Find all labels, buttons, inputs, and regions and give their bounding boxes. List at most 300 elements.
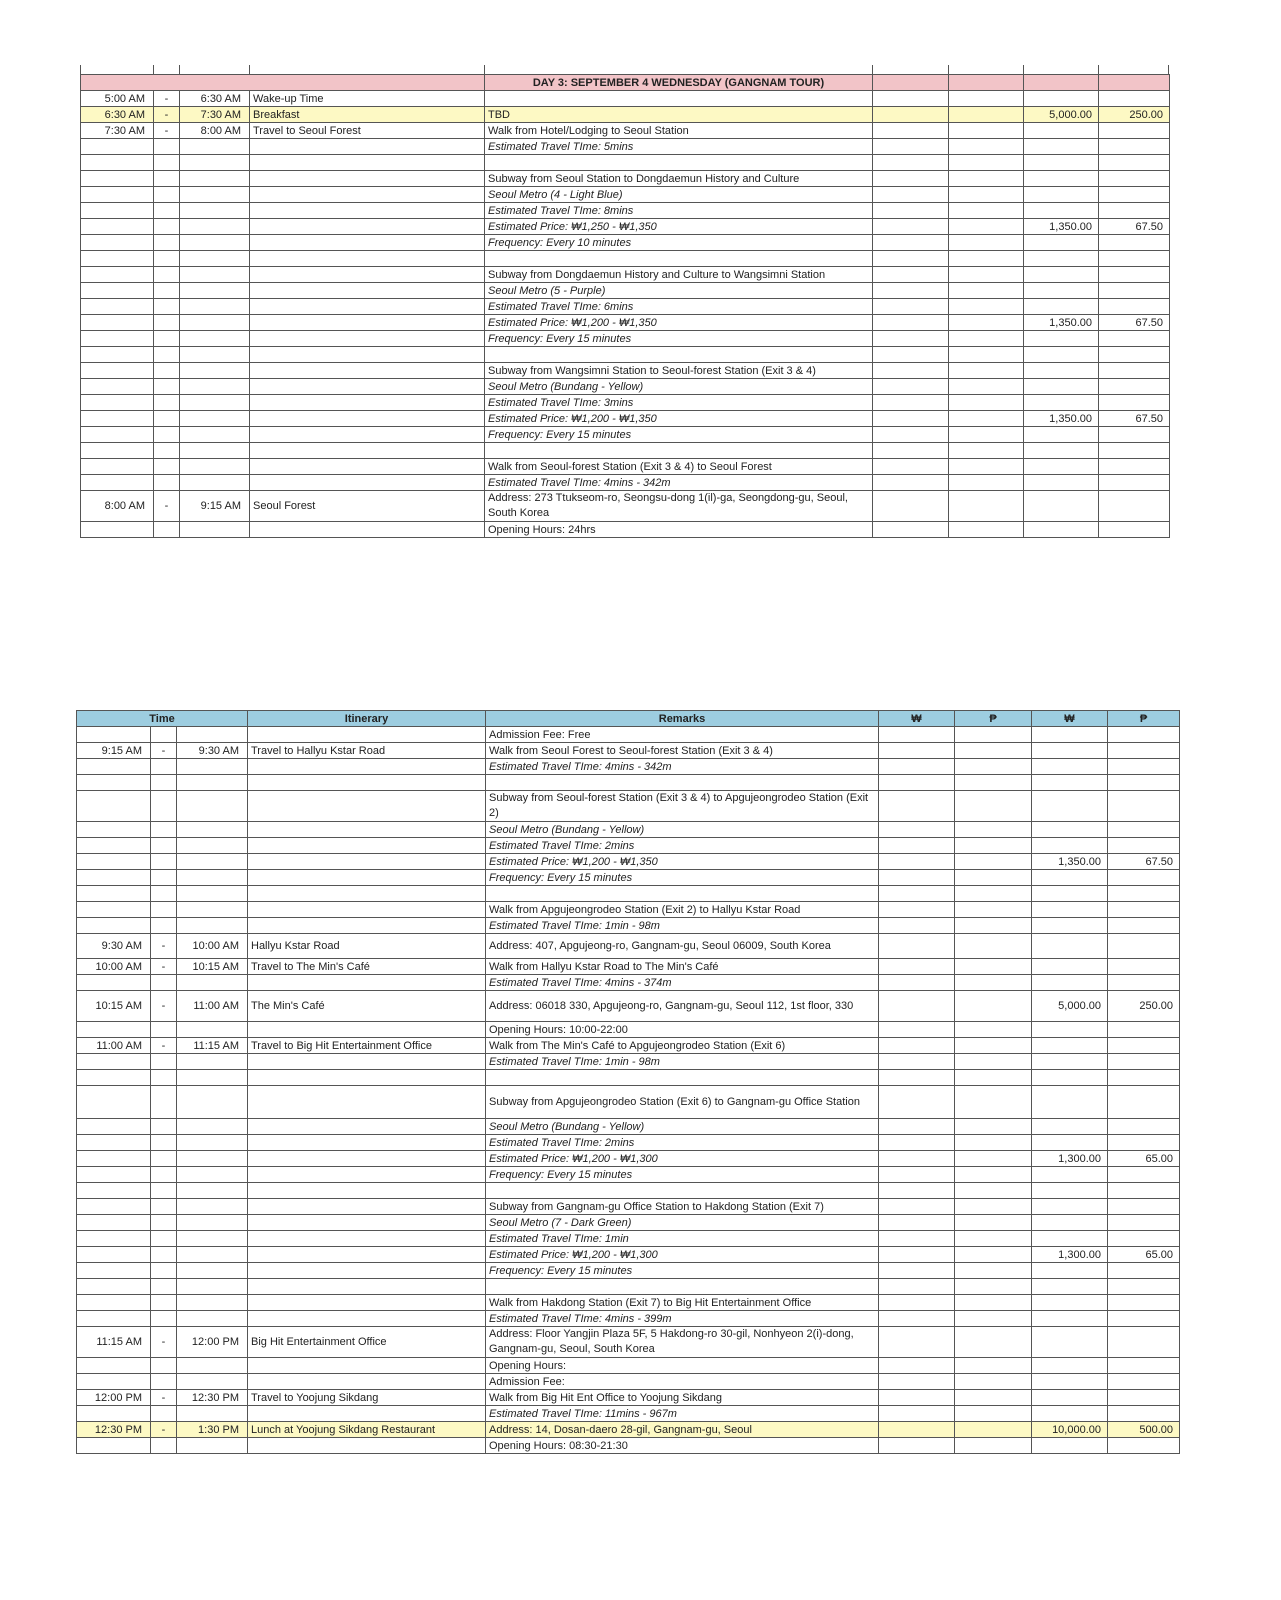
table-row [81, 475, 1170, 491]
table-row [77, 743, 1180, 759]
won-cost-cell [873, 491, 949, 522]
won-cost-cell [879, 838, 955, 854]
peso-total-cell [1108, 1406, 1180, 1422]
remarks-cell: Estimated Price: ₩1,200 - ₩1,350 [485, 411, 873, 427]
start-time-cell [81, 331, 154, 347]
won-total-cell [1032, 1183, 1108, 1199]
table-row [77, 934, 1180, 959]
table-row [81, 187, 1170, 203]
start-time-cell: 10:15 AM [77, 991, 151, 1022]
time-separator-cell [151, 1135, 177, 1151]
won-cost-cell [879, 1295, 955, 1311]
start-time-cell [81, 443, 154, 459]
peso-cost-cell [955, 854, 1032, 870]
peso-total-cell [1108, 1358, 1180, 1374]
itinerary-cell [250, 203, 485, 219]
time-separator-cell [154, 283, 180, 299]
won-cost-cell [873, 139, 949, 155]
remarks-cell: Opening Hours: 08:30-21:30 [486, 1438, 879, 1454]
time-separator-cell [151, 1311, 177, 1327]
table-row [77, 870, 1180, 886]
grid-stub [948, 65, 949, 74]
start-time-cell: 5:00 AM [81, 91, 154, 107]
time-separator-cell: - [151, 1327, 177, 1358]
won-cost-cell [879, 918, 955, 934]
time-separator-cell [154, 299, 180, 315]
table-row [81, 219, 1170, 235]
itinerary-cell [248, 822, 486, 838]
remarks-cell: Walk from Apgujeongrodeo Station (Exit 2) to Hallyu Kstar Road [486, 902, 879, 918]
won-cost-cell [879, 975, 955, 991]
itinerary-cell [248, 902, 486, 918]
peso-cost-cell [955, 791, 1032, 822]
continued-itinerary-table [76, 710, 1180, 1454]
time-separator-cell: - [154, 123, 180, 139]
end-time-cell [177, 918, 248, 934]
itinerary-cell [248, 1167, 486, 1183]
time-separator-cell [151, 870, 177, 886]
table-row [81, 283, 1170, 299]
start-time-cell [81, 395, 154, 411]
won-cost-cell [879, 854, 955, 870]
peso-total-cell [1108, 1327, 1180, 1358]
peso-cost-cell [955, 759, 1032, 775]
itinerary-cell [248, 1119, 486, 1135]
peso-total-cell [1099, 379, 1170, 395]
peso-total-cell [1099, 235, 1170, 251]
start-time-cell [77, 1406, 151, 1422]
end-time-cell [177, 975, 248, 991]
start-time-cell [81, 411, 154, 427]
remarks-cell: Address: 14, Dosan-daero 28-gil, Gangnam-gu, Seoul [486, 1422, 879, 1438]
start-time-cell [77, 1311, 151, 1327]
end-time-cell: 6:30 AM [180, 91, 250, 107]
peso-total-cell: 500.00 [1108, 1422, 1180, 1438]
end-time-cell [177, 1215, 248, 1231]
won-total-cell [1024, 299, 1099, 315]
peso-total-cell [1108, 1263, 1180, 1279]
won-total-cell [1032, 1119, 1108, 1135]
table-row [81, 267, 1170, 283]
peso-total-cell [1099, 139, 1170, 155]
won-total-cell [1032, 791, 1108, 822]
end-time-cell [177, 791, 248, 822]
peso-cost-cell [955, 1295, 1032, 1311]
peso-total-cell [1108, 1390, 1180, 1406]
time-separator-cell [151, 1247, 177, 1263]
won-cost-cell [879, 743, 955, 759]
won-cost-cell [873, 267, 949, 283]
start-time-cell: 12:00 PM [77, 1390, 151, 1406]
remarks-cell: Estimated Travel TIme: 1min - 98m [486, 918, 879, 934]
itinerary-cell [250, 267, 485, 283]
table-row [77, 975, 1180, 991]
won-cost-cell [879, 1199, 955, 1215]
peso-total-cell [1108, 791, 1180, 822]
itinerary-cell [250, 187, 485, 203]
itinerary-cell [250, 379, 485, 395]
end-time-cell [177, 902, 248, 918]
itinerary-cell [248, 975, 486, 991]
table-row [77, 1374, 1180, 1390]
remarks-cell [485, 155, 873, 171]
won-cost-cell [873, 283, 949, 299]
table-row [77, 822, 1180, 838]
won-total-cell: 1,350.00 [1024, 219, 1099, 235]
won-cost-cell [879, 1422, 955, 1438]
peso-cost-cell [955, 1390, 1032, 1406]
start-time-cell [81, 475, 154, 491]
peso-total-cell [1099, 91, 1170, 107]
won-total-cell [1024, 459, 1099, 475]
peso-cost-cell [955, 870, 1032, 886]
time-separator-cell [151, 902, 177, 918]
start-time-cell [81, 299, 154, 315]
itinerary-cell [248, 1247, 486, 1263]
start-time-cell [77, 791, 151, 822]
itinerary-cell [248, 1406, 486, 1422]
remarks-cell: Frequency: Every 10 minutes [485, 235, 873, 251]
time-separator-cell [151, 1086, 177, 1119]
start-time-cell [77, 1295, 151, 1311]
peso-cost-cell [955, 1438, 1032, 1454]
itinerary-cell: Travel to Big Hit Entertainment Office [248, 1038, 486, 1054]
peso-cost-cell [955, 1263, 1032, 1279]
won-cost-cell [873, 379, 949, 395]
peso-total-cell [1099, 475, 1170, 491]
end-time-cell [180, 395, 250, 411]
time-separator-cell [151, 1022, 177, 1038]
remarks-cell: Estimated Price: ₩1,200 - ₩1,350 [486, 854, 879, 870]
peso-cost-cell [955, 959, 1032, 975]
table-row [81, 522, 1170, 538]
time-separator-cell [154, 187, 180, 203]
end-time-cell: 10:15 AM [177, 959, 248, 975]
peso-cost-cell [955, 991, 1032, 1022]
won-total-cell [1024, 522, 1099, 538]
peso-cost-cell [949, 107, 1024, 123]
table-row [81, 427, 1170, 443]
time-separator-cell [154, 459, 180, 475]
remarks-cell: Estimated Travel TIme: 4mins - 342m [486, 759, 879, 775]
time-separator-cell [154, 139, 180, 155]
won-total-cell [1024, 139, 1099, 155]
won-total-cell [1032, 1390, 1108, 1406]
start-time-cell [81, 459, 154, 475]
itinerary-cell [248, 838, 486, 854]
peso-cost-cell [955, 934, 1032, 959]
won-total-cell [1024, 155, 1099, 171]
time-separator-cell [151, 791, 177, 822]
end-time-cell [177, 1247, 248, 1263]
table-row [77, 991, 1180, 1022]
end-time-cell [177, 1183, 248, 1199]
table-row [77, 1199, 1180, 1215]
start-time-cell [81, 379, 154, 395]
table-row [77, 1070, 1180, 1086]
end-time-cell [177, 759, 248, 775]
end-time-cell [177, 1070, 248, 1086]
peso-total-cell: 65.00 [1108, 1151, 1180, 1167]
start-time-cell [77, 1374, 151, 1390]
end-time-cell [180, 363, 250, 379]
itinerary-cell: Wake-up Time [250, 91, 485, 107]
start-time-cell [77, 1247, 151, 1263]
time-separator-cell [151, 1119, 177, 1135]
won-total-cell [1024, 363, 1099, 379]
table-row [77, 775, 1180, 791]
time-separator-cell [151, 1151, 177, 1167]
peso-total-cell [1108, 870, 1180, 886]
table-row [77, 854, 1180, 870]
won-total-cell [1032, 1438, 1108, 1454]
start-time-cell: 8:00 AM [81, 491, 154, 522]
peso-cost-cell [955, 1070, 1032, 1086]
won-cost-cell [879, 1119, 955, 1135]
peso-total-cell: 250.00 [1099, 107, 1170, 123]
peso-total-cell [1108, 759, 1180, 775]
time-separator-cell [154, 315, 180, 331]
end-time-cell: 1:30 PM [177, 1422, 248, 1438]
start-time-cell [77, 759, 151, 775]
won-total-cell [1032, 822, 1108, 838]
won-total-cell [1024, 427, 1099, 443]
header-peso-total: ₱ [1108, 711, 1180, 727]
won-total-cell [1032, 1167, 1108, 1183]
won-cost-cell [879, 902, 955, 918]
won-cost-cell [879, 1151, 955, 1167]
table-row [77, 1327, 1180, 1358]
won-total-cell [1032, 886, 1108, 902]
remarks-cell: Walk from The Min's Café to Apgujeongrodeo Station (Exit 6) [486, 1038, 879, 1054]
time-separator-cell [154, 155, 180, 171]
itinerary-cell [248, 1215, 486, 1231]
peso-cost-cell [955, 1279, 1032, 1295]
peso-cost-cell [949, 522, 1024, 538]
remarks-cell: Frequency: Every 15 minutes [486, 1263, 879, 1279]
won-total-cell [1032, 959, 1108, 975]
table-row [81, 171, 1170, 187]
peso-cost-cell [949, 411, 1024, 427]
start-time-cell [77, 1086, 151, 1119]
peso-total-cell [1099, 443, 1170, 459]
table-row [81, 331, 1170, 347]
start-time-cell [77, 822, 151, 838]
peso-total-cell [1108, 959, 1180, 975]
won-total-cell [1032, 1406, 1108, 1422]
won-cost-cell [873, 203, 949, 219]
peso-total-cell [1099, 155, 1170, 171]
peso-cost-cell [949, 251, 1024, 267]
remarks-cell: Estimated Travel TIme: 5mins [485, 139, 873, 155]
remarks-cell [486, 1070, 879, 1086]
end-time-cell [180, 283, 250, 299]
end-time-cell [177, 1231, 248, 1247]
itinerary-cell [248, 727, 486, 743]
remarks-cell [485, 91, 873, 107]
end-time-cell [177, 886, 248, 902]
won-total-cell: 1,350.00 [1024, 315, 1099, 331]
table-row [77, 1231, 1180, 1247]
end-time-cell [180, 219, 250, 235]
won-total-cell [1032, 838, 1108, 854]
peso-cost-cell [955, 1247, 1032, 1263]
end-time-cell [177, 1358, 248, 1374]
time-separator-cell [154, 203, 180, 219]
start-time-cell [77, 1022, 151, 1038]
peso-total-cell [1108, 1086, 1180, 1119]
won-cost-cell [879, 759, 955, 775]
peso-cost-cell [949, 267, 1024, 283]
time-separator-cell [151, 838, 177, 854]
peso-cost-cell [949, 123, 1024, 139]
time-separator-cell [154, 379, 180, 395]
time-separator-cell: - [154, 91, 180, 107]
table-row [81, 491, 1170, 522]
start-time-cell [77, 1151, 151, 1167]
end-time-cell [177, 1199, 248, 1215]
time-separator-cell [154, 395, 180, 411]
won-total-cell [1032, 1263, 1108, 1279]
time-separator-cell: - [151, 959, 177, 975]
won-total-cell [1032, 1374, 1108, 1390]
won-total-cell [1032, 975, 1108, 991]
won-total-cell [1024, 395, 1099, 411]
won-total-cell [1032, 934, 1108, 959]
won-cost-cell [879, 1263, 955, 1279]
peso-total-cell [1108, 1438, 1180, 1454]
peso-cost-cell [949, 283, 1024, 299]
won-cost-cell [873, 522, 949, 538]
won-total-cell [1032, 759, 1108, 775]
won-cost-cell [873, 427, 949, 443]
remarks-cell: Subway from Seoul-forest Station (Exit 3 & 4) to Apgujeongrodeo Station (Exit 2) [486, 791, 879, 822]
won-cost-cell [873, 299, 949, 315]
won-cost-cell [873, 251, 949, 267]
start-time-cell [77, 1135, 151, 1151]
remarks-cell: Estimated Price: ₩1,200 - ₩1,300 [486, 1151, 879, 1167]
peso-total-cell [1108, 975, 1180, 991]
start-time-cell [77, 727, 151, 743]
end-time-cell [177, 870, 248, 886]
header-itinerary: Itinerary [248, 711, 486, 727]
remarks-cell: Seoul Metro (4 - Light Blue) [485, 187, 873, 203]
end-time-cell: 9:15 AM [180, 491, 250, 522]
remarks-cell: Estimated Travel TIme: 6mins [485, 299, 873, 315]
won-total-cell: 5,000.00 [1032, 991, 1108, 1022]
remarks-cell: Address: 273 Ttukseom-ro, Seongsu-dong 1(il)-ga, Seongdong-gu, Seoul, South Korea [485, 491, 873, 522]
peso-cost-cell [955, 902, 1032, 918]
peso-cost-cell [949, 427, 1024, 443]
won-cost-cell [879, 886, 955, 902]
start-time-cell: 9:15 AM [77, 743, 151, 759]
table-row [77, 1295, 1180, 1311]
remarks-cell: Address: 407, Apgujeong-ro, Gangnam-gu, Seoul 06009, South Korea [486, 934, 879, 959]
table-row [81, 299, 1170, 315]
peso-cost-cell [949, 299, 1024, 315]
peso-total-cell [1108, 1295, 1180, 1311]
table-row [77, 1119, 1180, 1135]
peso-cost-cell [955, 1151, 1032, 1167]
peso-total-cell [1108, 775, 1180, 791]
table-row [77, 1247, 1180, 1263]
start-time-cell [77, 1070, 151, 1086]
itinerary-cell [250, 443, 485, 459]
peso-cost-cell [955, 1327, 1032, 1358]
table-row [77, 1263, 1180, 1279]
peso-total-cell [1099, 283, 1170, 299]
remarks-cell: Walk from Hakdong Station (Exit 7) to Big Hit Entertainment Office [486, 1295, 879, 1311]
end-time-cell [177, 1054, 248, 1070]
peso-total-cell [1099, 347, 1170, 363]
won-cost-cell [879, 1022, 955, 1038]
header-won-total: ₩ [1032, 711, 1108, 727]
itinerary-cell [250, 139, 485, 155]
peso-total-cell [1108, 1279, 1180, 1295]
remarks-cell: Frequency: Every 15 minutes [485, 331, 873, 347]
itinerary-cell [248, 918, 486, 934]
time-separator-cell [151, 727, 177, 743]
table-row [77, 1215, 1180, 1231]
won-cost-cell [873, 363, 949, 379]
end-time-cell [177, 1086, 248, 1119]
end-time-cell [180, 427, 250, 443]
won-total-cell [1032, 1199, 1108, 1215]
day-title: DAY 3: SEPTEMBER 4 WEDNESDAY (GANGNAM TOUR) [485, 75, 873, 91]
start-time-cell [77, 1167, 151, 1183]
start-time-cell [81, 427, 154, 443]
won-total-cell [1024, 347, 1099, 363]
peso-total-cell [1099, 522, 1170, 538]
time-separator-cell [151, 1374, 177, 1390]
table-row [81, 123, 1170, 139]
time-separator-cell [151, 775, 177, 791]
won-total-cell [1032, 1279, 1108, 1295]
start-time-cell [77, 1183, 151, 1199]
remarks-cell: TBD [485, 107, 873, 123]
itinerary-cell: Breakfast [250, 107, 485, 123]
remarks-cell [486, 1279, 879, 1295]
itinerary-cell [248, 1151, 486, 1167]
time-separator-cell [151, 1183, 177, 1199]
peso-cost-cell [949, 203, 1024, 219]
peso-cost-cell [949, 475, 1024, 491]
itinerary-cell [248, 1231, 486, 1247]
won-cost-cell [879, 822, 955, 838]
time-separator-cell [151, 759, 177, 775]
remarks-cell [485, 443, 873, 459]
peso-total-cell [1108, 822, 1180, 838]
remarks-cell: Walk from Hallyu Kstar Road to The Min's Café [486, 959, 879, 975]
start-time-cell [77, 775, 151, 791]
time-separator-cell [151, 1295, 177, 1311]
peso-total-cell [1099, 267, 1170, 283]
table-row [81, 347, 1170, 363]
itinerary-cell [248, 1438, 486, 1454]
start-time-cell [77, 1215, 151, 1231]
time-separator-cell [151, 1358, 177, 1374]
peso-cost-cell [949, 331, 1024, 347]
table-row [77, 1406, 1180, 1422]
start-time-cell [81, 187, 154, 203]
won-total-cell [1032, 1038, 1108, 1054]
peso-total-cell [1108, 727, 1180, 743]
peso-cost-cell [955, 838, 1032, 854]
remarks-cell: Frequency: Every 15 minutes [486, 1167, 879, 1183]
peso-total-cell: 67.50 [1099, 315, 1170, 331]
itinerary-cell [248, 1070, 486, 1086]
peso-total-cell: 65.00 [1108, 1247, 1180, 1263]
